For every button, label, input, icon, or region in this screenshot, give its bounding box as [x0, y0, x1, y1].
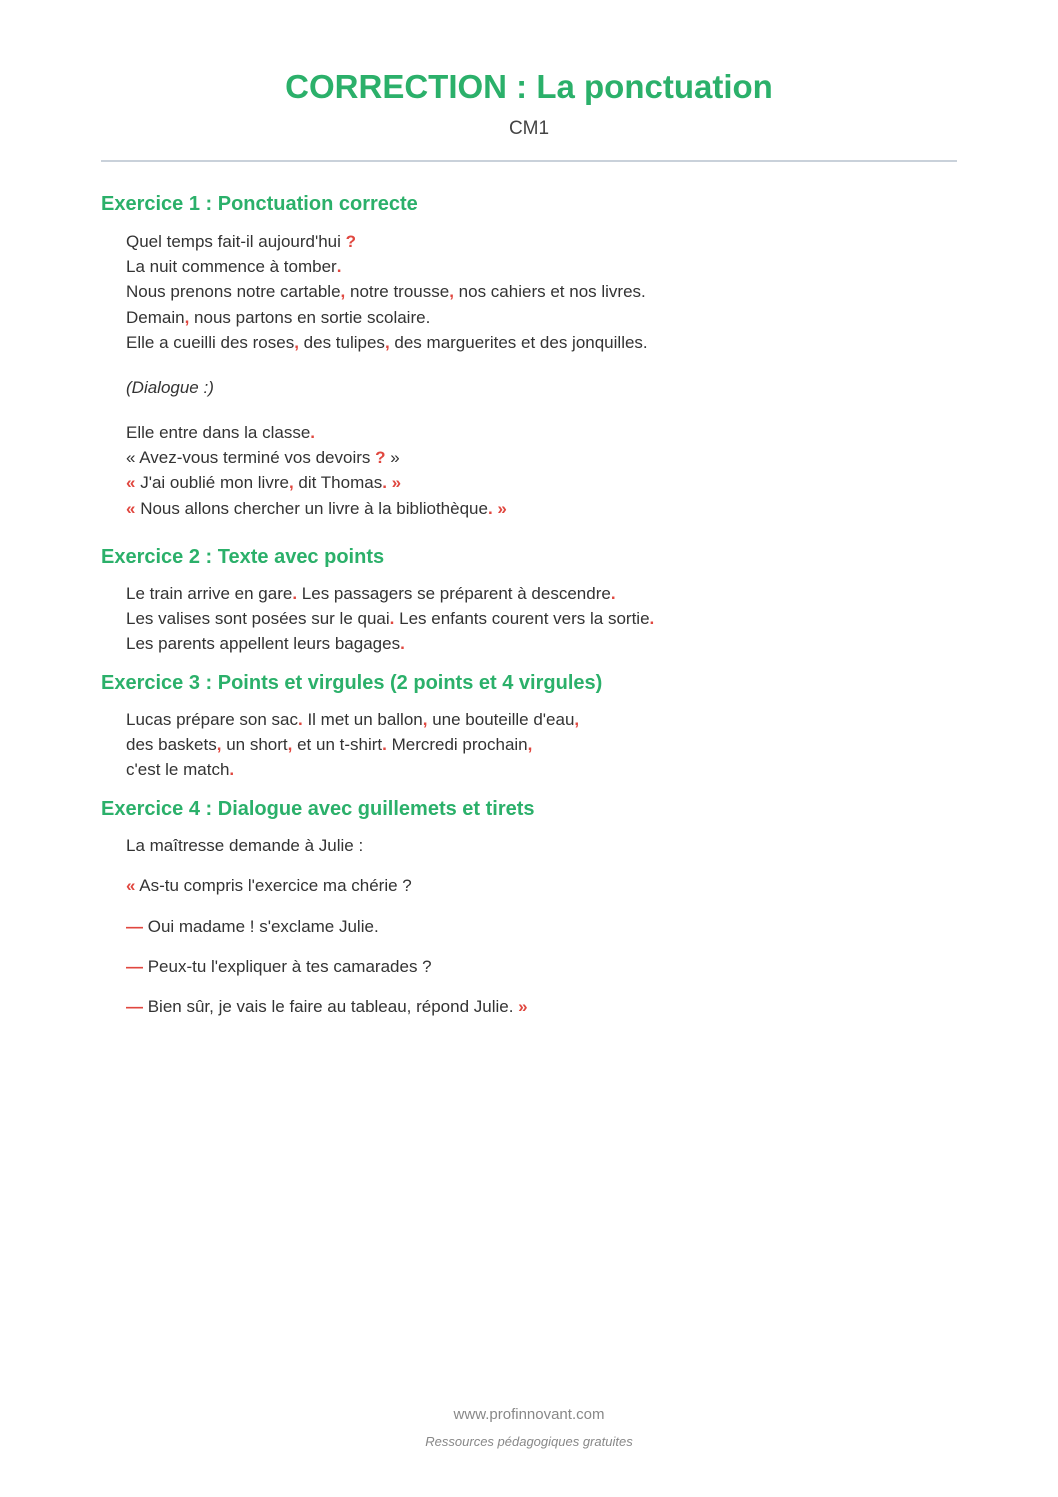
corrected-punctuation: . — [400, 634, 405, 654]
text-line — [126, 496, 507, 521]
corrected-punctuation: — — [126, 997, 143, 1016]
corrected-punctuation: , — [294, 332, 299, 352]
corrected-punctuation: » — [391, 473, 402, 493]
exercise-4-line-4 — [126, 994, 528, 1019]
text-segment: La nuit commence à tomber — [126, 257, 337, 277]
corrected-punctuation: — — [126, 917, 143, 936]
text-line — [126, 707, 579, 732]
text-segment: La maîtresse demande à Julie : — [126, 836, 364, 855]
corrected-punctuation: ? — [345, 232, 357, 251]
text-segment: Les parents appellent leurs bagages — [126, 634, 401, 654]
corrected-punctuation: . — [649, 609, 655, 629]
text-segment: « Avez-vous terminé vos devoirs — [126, 448, 376, 468]
corrected-punctuation: . — [298, 710, 303, 729]
text-segment: des tulipes — [298, 332, 385, 352]
text-line — [126, 445, 507, 470]
text-line — [126, 581, 654, 606]
text-line — [126, 279, 648, 304]
corrected-punctuation: , — [288, 473, 294, 493]
text-line — [126, 606, 654, 631]
corrected-punctuation: . — [389, 609, 395, 629]
corrected-punctuation: , — [216, 735, 222, 755]
corrected-punctuation: , — [449, 282, 454, 302]
text-line — [126, 470, 507, 495]
corrected-punctuation: « — [126, 498, 136, 518]
note-text: (Dialogue :) — [126, 378, 214, 397]
exercise-3-title: Exercice 3 : Points et virgules (2 points et 4 virgules) — [101, 672, 603, 694]
divider — [101, 160, 957, 162]
corrected-punctuation: . — [310, 423, 316, 442]
exercise-3-text — [126, 707, 579, 783]
exercise-4-intro — [126, 833, 363, 858]
corrected-punctuation: » — [497, 498, 507, 518]
text-segment: Les valises sont posées sur le quai — [126, 609, 390, 629]
text-line — [126, 914, 379, 939]
page-title: CORRECTION : La ponctuation — [285, 68, 773, 105]
text-line — [126, 420, 507, 445]
text-segment: nous partons en sortie scolaire. — [189, 307, 431, 327]
text-segment: et un t-shirt — [292, 735, 383, 755]
corrected-punctuation: . — [487, 498, 493, 518]
corrected-punctuation: , — [574, 710, 580, 729]
text-segment: Quel temps fait-il aujourd'hui — [126, 232, 346, 251]
corrected-punctuation: . — [382, 473, 387, 493]
corrected-punctuation: . — [610, 584, 616, 603]
text-line — [126, 631, 654, 656]
text-line — [126, 375, 214, 400]
text-segment: des marguerites et des jonquilles. — [389, 332, 648, 352]
text-segment: dit Thomas — [293, 473, 383, 493]
text-segment: des baskets — [126, 735, 217, 755]
corrected-punctuation: , — [527, 735, 533, 755]
text-segment: Elle entre dans la classe — [126, 423, 311, 442]
text-segment: » — [385, 448, 400, 468]
text-segment: J'ai oublié mon livre — [135, 473, 289, 493]
text-line — [126, 732, 579, 757]
footer-tagline: Ressources pédagogiques gratuites — [425, 1434, 633, 1449]
corrected-punctuation: ? — [375, 448, 386, 468]
text-segment: Il met un ballon — [302, 710, 423, 729]
text-line — [126, 994, 528, 1019]
text-segment: Oui madame ! s'exclame Julie. — [143, 917, 379, 936]
exercise-2-title: Exercice 2 : Texte avec points — [101, 546, 385, 568]
exercise-2-text — [126, 581, 654, 657]
text-segment: notre trousse — [345, 282, 450, 302]
text-line — [126, 305, 648, 330]
text-segment: As-tu compris l'exercice ma chérie ? — [135, 876, 412, 895]
text-segment: Lucas prépare son sac — [126, 710, 298, 729]
exercise-4-line-2 — [126, 914, 379, 939]
text-segment: Bien sûr, je vais le faire au tableau, répond Julie. — [143, 997, 519, 1016]
text-segment: une bouteille d'eau — [427, 710, 575, 729]
text-line — [126, 254, 648, 279]
exercise-1-dialogue — [126, 420, 507, 521]
text-line — [126, 757, 579, 782]
text-segment: Elle a cueilli des roses — [126, 332, 295, 352]
text-segment: Demain — [126, 307, 185, 327]
text-segment: Le train arrive en gare — [126, 584, 293, 603]
text-segment: nos cahiers et nos livres. — [453, 282, 646, 302]
text-segment: Les passagers se préparent à descendre — [297, 584, 611, 603]
text-line — [126, 873, 412, 898]
text-line — [126, 330, 648, 355]
corrected-punctuation: . — [292, 584, 298, 603]
exercise-4-title: Exercice 4 : Dialogue avec guillemets et tirets — [101, 798, 535, 820]
exercise-4-line-1 — [126, 873, 412, 898]
text-segment: Les enfants courent vers la sortie — [394, 609, 650, 629]
corrected-punctuation: , — [422, 710, 428, 729]
text-line — [126, 833, 363, 858]
text-segment: c'est le match — [126, 760, 230, 780]
corrected-punctuation: « — [126, 473, 136, 493]
exercise-1-title: Exercice 1 : Ponctuation correcte — [101, 193, 418, 215]
text-segment: Peux-tu l'expliquer à tes camarades ? — [143, 957, 432, 976]
exercise-4-line-3 — [126, 954, 432, 979]
footer-site: www.profinnovant.com — [453, 1406, 605, 1423]
corrected-punctuation: , — [340, 282, 346, 302]
corrected-punctuation: « — [126, 876, 136, 895]
text-segment: Nous prenons notre cartable — [126, 282, 341, 302]
exercise-1-block-1 — [126, 229, 648, 355]
corrected-punctuation: » — [518, 997, 528, 1016]
exercise-1-dialogue-label — [126, 375, 214, 400]
text-segment: Mercredi prochain — [386, 735, 528, 755]
corrected-punctuation: . — [336, 257, 342, 277]
corrected-punctuation: , — [184, 307, 190, 327]
corrected-punctuation: . — [229, 760, 235, 780]
text-line — [126, 229, 648, 254]
text-segment: un short — [221, 735, 288, 755]
level-label: CM1 — [508, 118, 550, 139]
corrected-punctuation: — — [126, 957, 143, 976]
corrected-punctuation: , — [287, 735, 293, 755]
corrected-punctuation: , — [384, 332, 390, 352]
corrected-punctuation: . — [382, 735, 387, 755]
text-line — [126, 954, 432, 979]
text-segment: Nous allons chercher un livre à la bibliothèque — [135, 498, 488, 518]
